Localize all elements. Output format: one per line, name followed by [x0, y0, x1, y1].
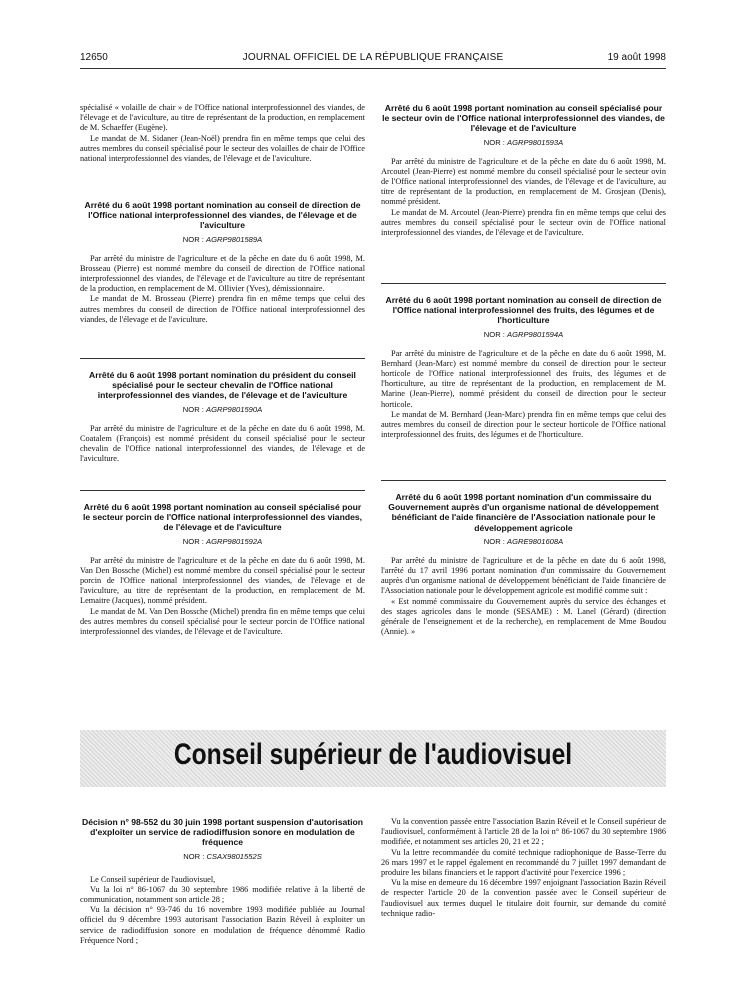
paragraph: Par arrêté du ministre de l'agriculture et de la pêche en date du 6 août 1998, M. Arcoutel (Jean-Pierre) est nommé membre du conseil spécialisé pour le secteur ovin de l'Office national interprofessionnel des viandes, de l'élevage et de l'aviculture, au titre de représentant de la production, en remplacement de M. Grosjean (Denis), nommé président.	[381, 156, 666, 207]
paragraph: Par arrêté du ministre de l'agriculture et de la pêche en date du 6 août 1998, M. Bernhard (Jean-Marc) est nommé membre du conseil de direction pour le secteur horticole de l'Office national interprofessionnel des fruits, des légumes et de l'horticulture, au titre de représentant de la production, en remplacement de M. Marine (Jean-Pierre), nommé président du conseil de direction pour le secteur horticole.	[381, 348, 666, 409]
nor-reference: NOR : AGRP9801593A	[483, 137, 564, 147]
section-banner	[80, 730, 666, 787]
page-header	[80, 52, 666, 68]
paragraph: Par arrêté du ministre de l'agriculture et de la pêche en date du 6 août 1998, l'arrêté du 17 avril 1996 portant nomination d'un commissaire du Gouvernement auprès d'un organisme national de développement bénéficiant de l'aide financière de l'Association nationale pour le développement agricole est modifié comme suit :	[381, 555, 666, 596]
paragraph: Vu la loi n° 86-1067 du 30 septembre 1986 modifiée relative à la liberté de communication, notamment son article 28 ;	[80, 884, 365, 905]
nor-reference: NOR : AGRE9801608A	[483, 536, 564, 546]
paragraph: Le mandat de M. Bernhard (Jean-Marc) prendra fin en même temps que celui des autres membres du conseil de direction pour le secteur horticole de l'Office national interprofessionnel des fruits, des légumes et de l'horticulture.	[381, 409, 666, 440]
paragraph: Par arrêté du ministre de l'agriculture et de la pêche en date du 6 août 1998, M. Van Den Bossche (Michel) est nommé membre du conseil spécialisé pour le secteur porcin de l'Office national interprofessionnel des viandes, de l'élevage et de l'aviculture, au titre de représentant de la production, en remplacement de M. Lemaitre (Jacques), nommé président.	[80, 555, 365, 606]
decision-continuation	[381, 817, 666, 919]
decision-article	[80, 817, 365, 946]
paragraph: Par arrêté du ministre de l'agriculture et de la pêche en date du 6 août 1998, M. Brosseau (Pierre) est nommé membre du conseil de direction de l'Office national interprofessionnel des viandes, de l'élevage et de l'aviculture au titre de représentant de la production, en remplacement de M. Ollivier (Yves), démissionnaire.	[80, 253, 365, 294]
paragraph: Le mandat de M. Brosseau (Pierre) prendra fin en même temps que celui des autres membres du conseil de direction de l'Office national interprofessionnel des viandes, de l'élevage et de l'aviculture.	[80, 294, 365, 324]
article-right-3	[381, 492, 666, 637]
paragraph: Vu la convention passée entre l'association Bazin Réveil et le Conseil supérieur de l'audiovisuel, conformément à l'article 28 de la loi n° 86-1067 du 30 septembre 1986 modifiée, et notamment ses articles 20, 21 et 22 ;	[381, 817, 666, 847]
paragraph: Vu la lettre recommandée du comité technique radiophonique de Basse-Terre du 26 mars 1997 et le rappel également en recommandé du 7 juillet 1997 demandant de produire les bilans financiers et le rapport d'activité pour l'exercice 1996 ;	[381, 847, 666, 878]
paragraph: « Est nommé commissaire du Gouvernement auprès du service des échanges et des stages agricoles dans le monde (SESAME) : M. Lanel (Gérard) (direction générale de l'enseignement et de la recherche), en remplacement de Mme Boudou (Annie). »	[381, 596, 666, 637]
nor-reference: NOR : AGRP9801594A	[483, 329, 564, 339]
journal-title: JOURNAL OFFICIEL DE LA RÉPUBLIQUE FRANÇAISE	[242, 52, 504, 63]
article-title: Arrêté du 6 août 1998 portant nomination au conseil spécialisé pour le secteur ovin de l'Office national interprofessionnel des viandes, de l'élevage et de l'aviculture	[382, 103, 665, 134]
article-separator	[381, 480, 666, 481]
article-separator	[381, 283, 666, 284]
article-title: Arrêté du 6 août 1998 portant nomination au conseil spécialisé pour le secteur porcin de l'Office national interprofessionnel des viandes, de l'élevage et de l'aviculture	[82, 502, 363, 533]
article-separator	[80, 490, 365, 491]
nor-reference: NOR : AGRP9801590A	[182, 404, 263, 414]
page-number: 12650	[80, 52, 108, 63]
article-title: Décision n° 98-552 du 30 juin 1998 portant suspension d'autorisation d'exploiter un service de radiodiffusion sonore en modulation de fréquence	[81, 817, 364, 848]
paragraph: Le mandat de M. Van Den Bossche (Michel) prendra fin en même temps que celui des autres membres du conseil spécialisé pour le secteur porcin de l'Office national interprofessionnel des viandes, de l'élevage et de l'aviculture.	[80, 606, 365, 637]
paragraph: Vu la décision n° 93-746 du 16 novembre 1993 modifiée publiée au Journal officiel du 9 décembre 1993 autorisant l'association Bazin Réveil à exploiter un service de radiodiffusion sonore en modulation de fréquence dénommé Radio Fréquence Nord ;	[80, 905, 365, 945]
article-right-1	[381, 103, 666, 238]
article-title: Arrêté du 6 août 1998 portant nomination au conseil de direction de l'Office national interprofessionnel des viandes, de l'élevage et de l'aviculture	[84, 200, 361, 231]
header-rule	[80, 68, 666, 69]
nor-reference: NOR : AGRP9801592A	[182, 536, 263, 546]
article-right-2	[381, 295, 666, 440]
article-title: Arrêté du 6 août 1998 portant nomination d'un commissaire du Gouvernement auprès d'un organisme national de développement bénéficiant de l'aide financière de l'Association nationale pour le développement agricole	[388, 492, 659, 533]
paragraph: Le mandat de M. Sidaner (Jean-Noël) prendra fin en même temps que celui des autres membres du conseil spécialisé pour le secteur des volailles de chair de l'Office national interprofessionnel des viandes, de l'élevage et de l'aviculture.	[80, 133, 365, 164]
nor-reference: NOR : AGRP9801589A	[182, 234, 263, 244]
paragraph: Le mandat de M. Arcoutel (Jean-Pierre) prendra fin en même temps que celui des autres membres du conseil spécialisé pour le secteur ovin de l'Office national interprofessionnel des viandes, de l'élevage et de l'aviculture.	[381, 207, 666, 238]
paragraph: Vu la mise en demeure du 16 décembre 1997 enjoignant l'association Bazin Réveil de respecter l'article 20 de la convention passée avec le Conseil supérieur de l'audiovisuel aux termes duquel le titulaire doit fournir, sur demande du comité technique radio-	[381, 878, 666, 918]
article-left-1	[80, 200, 365, 325]
article-left-2	[80, 370, 365, 464]
paragraph: Le Conseil supérieur de l'audiovisuel,	[90, 874, 216, 884]
section-title: Conseil supérieur de l'audiovisuel	[173, 738, 573, 771]
continuation-text	[80, 103, 365, 164]
article-left-3	[80, 502, 365, 637]
article-title: Arrêté du 6 août 1998 portant nomination au conseil de direction de l'Office national interprofessionnel des fruits, des légumes et de l'horticulture	[385, 295, 662, 326]
issue-date: 19 août 1998	[607, 52, 666, 63]
article-title: Arrêté du 6 août 1998 portant nomination du président du conseil spécialisé pour le secteur chevalin de l'Office national interprofessionnel des viandes, de l'élevage et de l'aviculture	[89, 370, 356, 401]
paragraph: Par arrêté du ministre de l'agriculture et de la pêche en date du 6 août 1998, M. Coatalem (François) est nommé président du conseil spécialisé pour le secteur chevalin de l'Office national interprofessionnel des viandes, de l'élevage et de l'aviculture.	[80, 423, 365, 464]
paragraph: spécialisé « volaille de chair » de l'Office national interprofessionnel des viandes, de l'élevage et de l'aviculture, au titre de représentant de la production, en remplacement de M. Schaeffer (Eugène).	[80, 103, 365, 133]
article-separator	[80, 358, 365, 359]
nor-reference: NOR : CSAX9801552S	[183, 851, 262, 861]
